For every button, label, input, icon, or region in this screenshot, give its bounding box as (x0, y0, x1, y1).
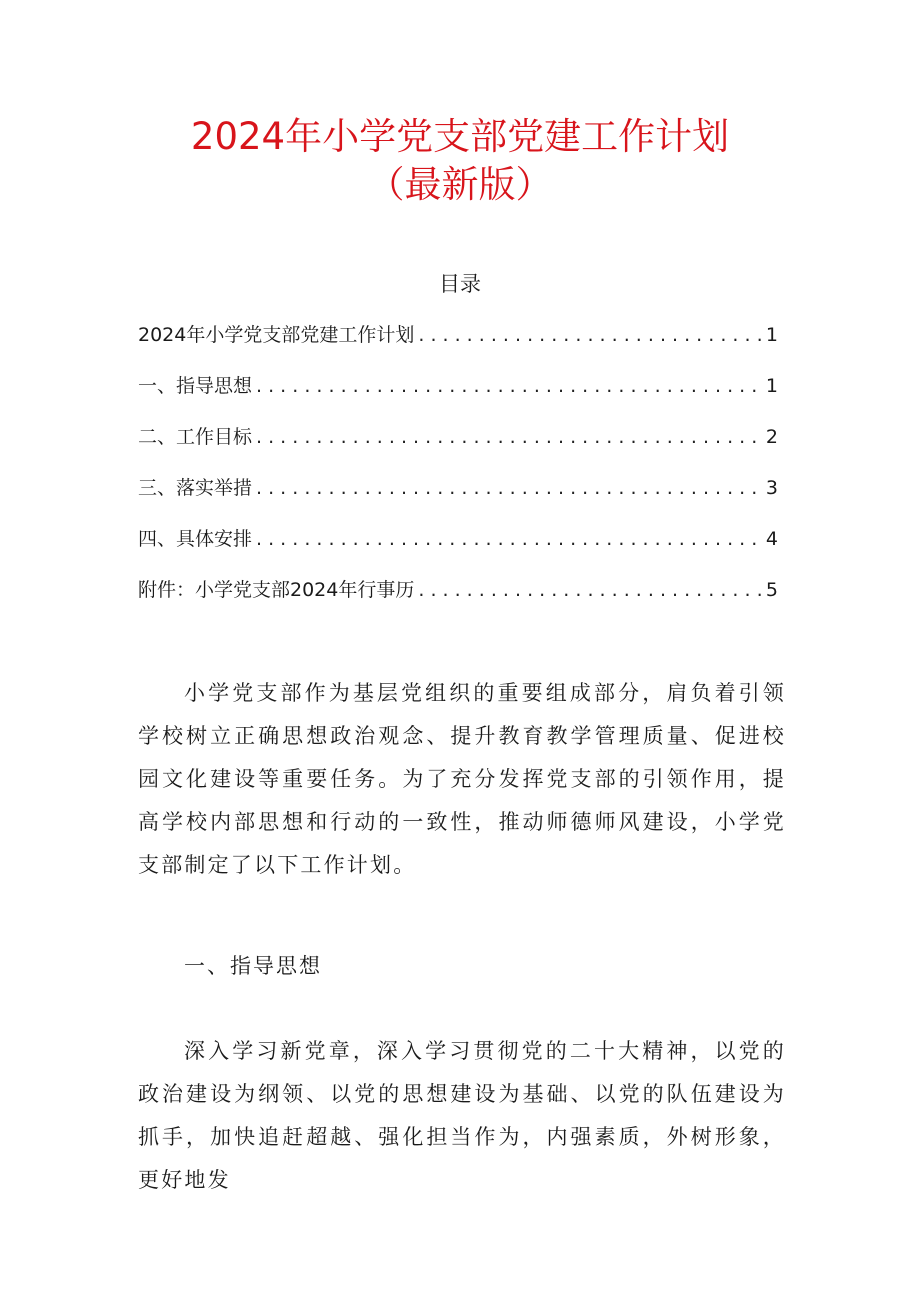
toc-dot-leader (256, 369, 762, 403)
toc-entry-page: 2 (765, 426, 778, 448)
toc-entry-label: 一、指导思想 (138, 375, 253, 397)
toc-entry[interactable] (138, 318, 778, 369)
toc-entry-label: 三、落实举措 (138, 477, 253, 499)
toc-dot-leader (256, 522, 762, 556)
toc-heading: 目录 (439, 272, 481, 296)
toc-entry[interactable] (138, 420, 778, 471)
section-heading-guiding-thought: 一、指导思想 (184, 954, 322, 978)
document-subtitle: （最新版） (367, 163, 553, 206)
toc-entry-label: 四、具体安排 (138, 528, 253, 550)
toc-entry-label: 2024年小学党支部党建工作计划 (138, 324, 415, 346)
document-title: 2024年小学党支部党建工作计划 (190, 115, 730, 158)
toc-dot-leader (418, 318, 762, 352)
toc-entry-page: 4 (765, 528, 778, 550)
toc-entry-page: 1 (765, 324, 778, 346)
intro-paragraph: 小学党支部作为基层党组织的重要组成部分，肩负着引领学校树立正确思想政治观念、提升教育教学管理质量、促进校园文化建设等重要任务。为了充分发挥党支部的引领作用，提高学校内部思想和行动的一致性，推动师德师风建设，小学党支部制定了以下工作计划。 (138, 681, 786, 877)
toc-entry-label: 二、工作目标 (138, 426, 253, 448)
guiding-thought-paragraph: 深入学习新党章，深入学习贯彻党的二十大精神，以党的政治建设为纲领、以党的思想建设为基础、以党的队伍建设为抓手，加快追赶超越、强化担当作为，内强素质，外树形象，更好地发 (138, 1039, 786, 1192)
toc-entry[interactable] (138, 369, 778, 420)
toc-entry-page: 1 (765, 375, 778, 397)
toc-entry[interactable] (138, 471, 778, 522)
toc-entry[interactable] (138, 573, 778, 624)
toc-dot-leader (256, 471, 762, 505)
toc-entry-page: 3 (765, 477, 778, 499)
table-of-contents (138, 318, 778, 624)
toc-dot-leader (256, 420, 762, 454)
toc-entry[interactable] (138, 522, 778, 573)
toc-entry-page: 5 (765, 579, 778, 601)
toc-entry-label: 附件：小学党支部2024年行事历 (138, 579, 415, 601)
toc-dot-leader (418, 573, 762, 607)
